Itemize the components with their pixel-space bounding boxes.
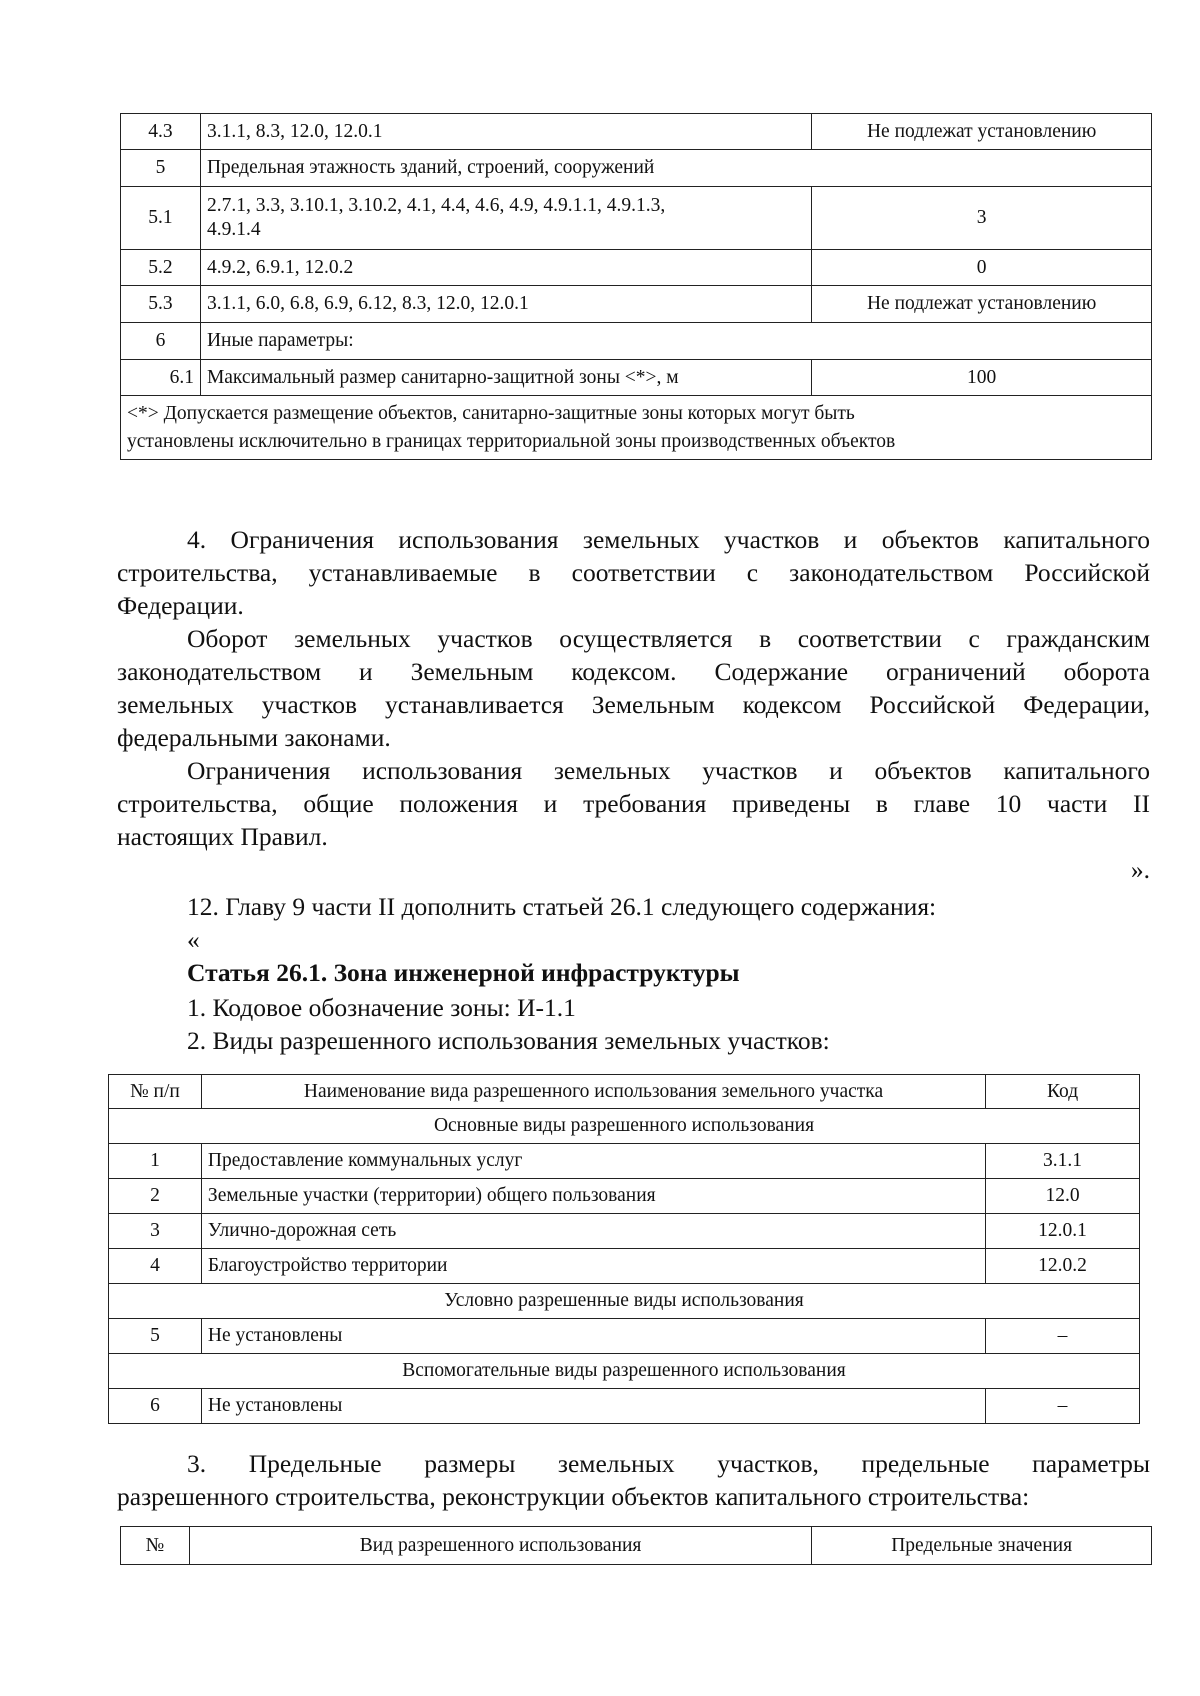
row-number: 3	[109, 1214, 202, 1249]
codes-cell	[200, 187, 811, 250]
limits-table	[120, 1526, 1152, 1565]
zone-code-point: 1. Кодовое обозначение зоны: И-1.1	[187, 993, 576, 1022]
paragraph-line: Ограничения использования земельных участков и объектов капитального	[187, 756, 1150, 785]
opening-quote: «	[187, 925, 200, 954]
use-name: Благоустройство территории	[201, 1249, 985, 1284]
table-row	[109, 1144, 1140, 1179]
col-header-number: № п/п	[109, 1075, 202, 1109]
row-number: 6	[121, 323, 201, 360]
codes-line: 4.9.1.4	[206, 219, 261, 240]
table-row	[121, 250, 1152, 286]
land-use-point: 2. Виды разрешенного использования земельных участков:	[187, 1026, 830, 1055]
paragraph-line: федеральными законами.	[117, 723, 391, 752]
table-row	[121, 360, 1152, 396]
paragraph-line: настоящих Правил.	[117, 822, 328, 851]
row-number: 4	[109, 1249, 202, 1284]
table-row	[121, 150, 1152, 187]
table-header-row	[121, 1527, 1152, 1565]
group-title: Условно разрешенные виды использования	[109, 1284, 1140, 1319]
use-code: 3.1.1	[986, 1144, 1140, 1179]
paragraph-line: строительства, устанавливаемые в соответствии с законодательством Российской	[117, 558, 1150, 587]
codes-cell: 3.1.1, 6.0, 6.8, 6.9, 6.12, 8.3, 12.0, 12.0.1	[200, 286, 811, 323]
row-number: 5.3	[121, 286, 201, 323]
row-number: 5.2	[121, 250, 201, 286]
use-code: 12.0.1	[986, 1214, 1140, 1249]
section-3-text	[117, 1447, 1150, 1513]
value-cell: 3	[812, 187, 1152, 250]
use-name: Улично-дорожная сеть	[201, 1214, 985, 1249]
paragraph-line: Оборот земельных участков осуществляется в соответствии с гражданским	[187, 624, 1150, 653]
use-code: –	[986, 1319, 1140, 1354]
group-row	[109, 1109, 1140, 1144]
footnote-cell	[121, 396, 1152, 460]
use-name: Не установлены	[201, 1389, 985, 1424]
table-row	[121, 187, 1152, 250]
closing-quote: ».	[1130, 855, 1150, 884]
amendment-item: 12. Главу 9 части II дополнить статьей 26.1 следующего содержания:	[187, 892, 937, 921]
section-4-text	[117, 523, 1150, 1057]
col-header-name: Наименование вида разрешенного использования земельного участка	[201, 1075, 985, 1109]
table-row	[121, 396, 1152, 460]
table-row	[109, 1214, 1140, 1249]
col-header-limits: Предельные значения	[812, 1527, 1152, 1565]
codes-cell: 3.1.1, 8.3, 12.0, 12.0.1	[200, 114, 811, 150]
section-header-cell: Предельная этажность зданий, строений, сооружений	[200, 150, 1151, 187]
use-name: Предоставление коммунальных услуг	[201, 1144, 985, 1179]
codes-cell: Максимальный размер санитарно-защитной зоны <*>, м	[200, 360, 811, 396]
use-name: Не установлены	[201, 1319, 985, 1354]
use-code: –	[986, 1389, 1140, 1424]
value-cell: Не подлежат установлению	[812, 286, 1152, 323]
paragraph-line: строительства, общие положения и требования приведены в главе 10 части II	[117, 789, 1150, 818]
article-title: Статья 26.1. Зона инженерной инфраструктуры	[187, 958, 740, 987]
table-row	[121, 114, 1152, 150]
group-row	[109, 1284, 1140, 1319]
row-number: 6	[109, 1389, 202, 1424]
section-header-cell: Иные параметры:	[200, 323, 1151, 360]
table-row	[109, 1249, 1140, 1284]
table-row	[121, 286, 1152, 323]
table-header-row	[109, 1075, 1140, 1109]
col-header-code: Код	[986, 1075, 1140, 1109]
row-number: 5.1	[121, 187, 201, 250]
value-cell: 100	[812, 360, 1152, 396]
table-row	[121, 323, 1152, 360]
value-cell: Не подлежат установлению	[812, 114, 1152, 150]
table-row	[109, 1319, 1140, 1354]
codes-cell: 4.9.2, 6.9.1, 12.0.2	[200, 250, 811, 286]
params-table	[120, 113, 1152, 460]
row-number: 4.3	[121, 114, 201, 150]
row-number: 5	[109, 1319, 202, 1354]
paragraph-line: земельных участков устанавливается Земельным кодексом Российской Федерации,	[117, 690, 1150, 719]
paragraph-line: 4. Ограничения использования земельных участков и объектов капитального	[187, 525, 1150, 554]
row-number: 1	[109, 1144, 202, 1179]
footnote-line: <*> Допускается размещение объектов, санитарно-защитные зоны которых могут быть	[127, 402, 855, 424]
paragraph-line: 3. Предельные размеры земельных участков, предельные параметры	[187, 1449, 1150, 1478]
table-row	[109, 1389, 1140, 1424]
col-header-number: №	[121, 1527, 190, 1565]
use-code: 12.0.2	[986, 1249, 1140, 1284]
col-header-use: Вид разрешенного использования	[189, 1527, 811, 1565]
paragraph-line: разрешенного строительства, реконструкции объектов капитального строительства:	[117, 1482, 1030, 1511]
codes-line: 2.7.1, 3.3, 3.10.1, 3.10.2, 4.1, 4.4, 4.6, 4.9, 4.9.1.1, 4.9.1.3,	[206, 195, 666, 216]
use-code: 12.0	[986, 1179, 1140, 1214]
group-title: Основные виды разрешенного использования	[109, 1109, 1140, 1144]
row-number: 5	[121, 150, 201, 187]
land-use-table	[108, 1074, 1140, 1424]
use-name: Земельные участки (территории) общего пользования	[201, 1179, 985, 1214]
paragraph-line: Федерации.	[117, 591, 244, 620]
footnote-line: установлены исключительно в границах территориальной зоны производственных объектов	[127, 430, 896, 452]
group-row	[109, 1354, 1140, 1389]
group-title: Вспомогательные виды разрешенного использования	[109, 1354, 1140, 1389]
row-number: 2	[109, 1179, 202, 1214]
value-cell: 0	[812, 250, 1152, 286]
paragraph-line: законодательством и Земельным кодексом. Содержание ограничений оборота	[117, 657, 1150, 686]
row-number: 6.1	[121, 360, 201, 396]
table-row	[109, 1179, 1140, 1214]
